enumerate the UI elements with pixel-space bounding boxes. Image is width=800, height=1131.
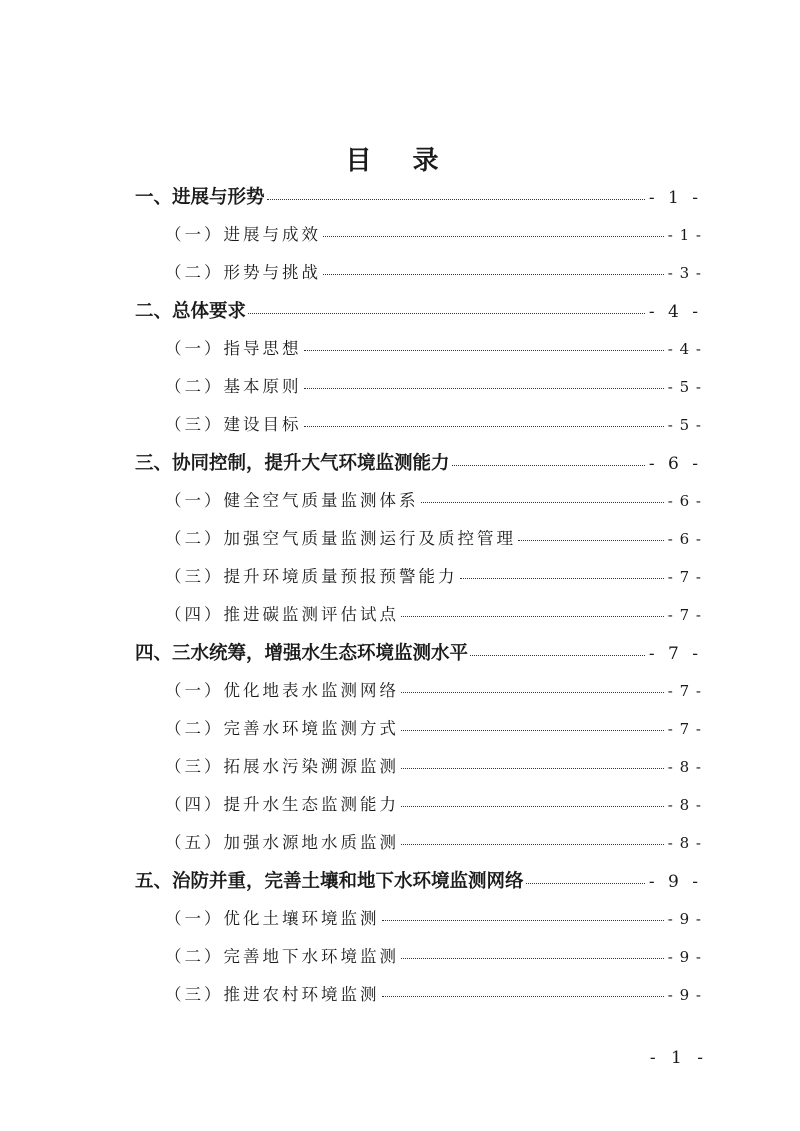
toc-entry[interactable] xyxy=(165,525,702,549)
toc-entry-page: - 7 - xyxy=(667,606,702,624)
toc-entry-label: （三）推进农村环境监测 xyxy=(165,985,380,1004)
dot-leader xyxy=(304,425,664,427)
toc-entry-label: （一）优化土壤环境监测 xyxy=(165,909,380,928)
toc-entry[interactable] xyxy=(165,791,702,815)
dot-leader xyxy=(248,312,645,314)
toc-entry-page: - 6 - xyxy=(667,492,702,510)
toc-entry-page: - 8 - xyxy=(667,834,702,852)
toc-entry-page: - 9 - xyxy=(648,872,702,892)
toc-entry-label: 三、协同控制，提升大气环境监测能力 xyxy=(135,453,450,474)
toc-entry[interactable] xyxy=(165,943,702,967)
toc-entry[interactable] xyxy=(135,449,702,475)
toc-entry-page: - 4 - xyxy=(648,302,702,322)
dot-leader xyxy=(382,919,664,921)
page-title: 目 录 xyxy=(345,146,455,176)
toc-entry[interactable] xyxy=(165,335,702,359)
toc-entry-label: （一）进展与成效 xyxy=(165,225,321,244)
toc-entry-page: - 3 - xyxy=(667,264,702,282)
toc-entry-label: 四、三水统筹，增强水生态环境监测水平 xyxy=(135,643,469,664)
dot-leader xyxy=(401,729,664,731)
dot-leader xyxy=(526,882,645,884)
dot-leader xyxy=(304,387,664,389)
dot-leader xyxy=(401,767,664,769)
toc-entry-label: （二）形势与挑战 xyxy=(165,263,321,282)
toc-entry-label: （三）建设目标 xyxy=(165,415,302,434)
toc-entry-page: - 5 - xyxy=(667,378,702,396)
toc-entry-page: - 9 - xyxy=(667,910,702,928)
toc-entry[interactable] xyxy=(165,715,702,739)
toc-entry-page: - 8 - xyxy=(667,796,702,814)
toc-entry-label: （四）提升水生态监测能力 xyxy=(165,795,399,814)
toc-entry-label: 一、进展与形势 xyxy=(135,187,265,208)
toc-entry[interactable] xyxy=(165,221,702,245)
toc-entry-label: （二）加强空气质量监测运行及质控管理 xyxy=(165,529,516,548)
dot-leader xyxy=(382,995,664,997)
toc-entry-page: - 1 - xyxy=(648,188,702,208)
toc-entry-page: - 6 - xyxy=(667,530,702,548)
toc-entry-page: - 7 - xyxy=(667,720,702,738)
toc-entry-label: （一）指导思想 xyxy=(165,339,302,358)
dot-leader xyxy=(470,654,645,656)
toc-entry-label: （二）完善地下水环境监测 xyxy=(165,947,399,966)
dot-leader xyxy=(323,235,664,237)
toc-entry[interactable] xyxy=(135,183,702,209)
toc-entry-page: - 7 - xyxy=(648,644,702,664)
toc-entry-label: （一）优化地表水监测网络 xyxy=(165,681,399,700)
toc-entry-page: - 4 - xyxy=(667,340,702,358)
dot-leader xyxy=(323,273,664,275)
dot-leader xyxy=(267,198,645,200)
toc-entry-label: （三）提升环境质量预报预警能力 xyxy=(165,567,458,586)
toc-entry-page: - 5 - xyxy=(667,416,702,434)
toc-entry-label: （二）基本原则 xyxy=(165,377,302,396)
toc-entry-page: - 8 - xyxy=(667,758,702,776)
dot-leader xyxy=(401,805,664,807)
dot-leader xyxy=(401,843,664,845)
dot-leader xyxy=(452,464,645,466)
toc-entry[interactable] xyxy=(135,297,702,323)
toc-entry-label: （五）加强水源地水质监测 xyxy=(165,833,399,852)
toc-entry[interactable] xyxy=(165,753,702,777)
toc-entry[interactable] xyxy=(165,487,702,511)
toc-entry[interactable] xyxy=(165,829,702,853)
toc-entry-label: （三）拓展水污染溯源监测 xyxy=(165,757,399,776)
dot-leader xyxy=(518,539,664,541)
toc-entry-label: （二）完善水环境监测方式 xyxy=(165,719,399,738)
toc-entry-page: - 9 - xyxy=(667,948,702,966)
toc-entry-label: 五、治防并重，完善土壤和地下水环境监测网络 xyxy=(135,871,524,892)
page-number: - 1 - xyxy=(649,1048,708,1068)
toc-entry-page: - 7 - xyxy=(667,682,702,700)
dot-leader xyxy=(401,691,664,693)
dot-leader xyxy=(460,577,664,579)
toc-entry[interactable] xyxy=(165,905,702,929)
dot-leader xyxy=(421,501,664,503)
toc-entry[interactable] xyxy=(135,867,702,893)
dot-leader xyxy=(401,615,664,617)
toc-entry-label: （一）健全空气质量监测体系 xyxy=(165,491,419,510)
toc-entry-page: - 1 - xyxy=(667,226,702,244)
toc-entry-page: - 6 - xyxy=(648,454,702,474)
toc-entry[interactable] xyxy=(165,981,702,1005)
toc-entry-label: 二、总体要求 xyxy=(135,301,247,322)
toc-entry[interactable] xyxy=(165,373,702,397)
toc-entry[interactable] xyxy=(165,411,702,435)
toc-entry[interactable] xyxy=(165,259,702,283)
dot-leader xyxy=(401,957,664,959)
dot-leader xyxy=(304,349,664,351)
toc-entry-page: - 9 - xyxy=(667,986,702,1004)
toc-entry[interactable] xyxy=(165,563,702,587)
toc-entry-page: - 7 - xyxy=(667,568,702,586)
toc-entry[interactable] xyxy=(165,677,702,701)
toc-entry-label: （四）推进碳监测评估试点 xyxy=(165,605,399,624)
toc-entry[interactable] xyxy=(165,601,702,625)
toc-entry[interactable] xyxy=(135,639,702,665)
